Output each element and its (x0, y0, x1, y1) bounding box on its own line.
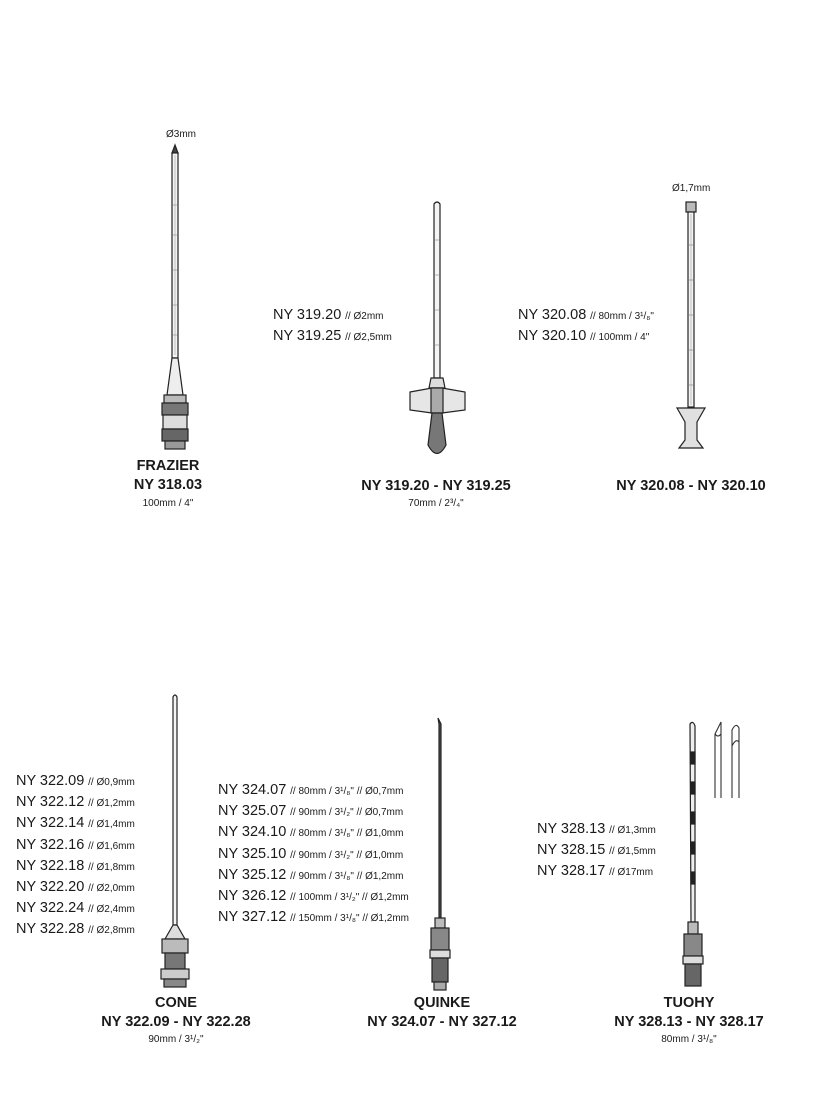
tuohy-name: TUOHY (663, 995, 715, 1011)
spec-detail: // Ø2,0mm (88, 883, 135, 895)
spec-code: NY 325.07 (218, 803, 287, 820)
spec-row (537, 861, 656, 882)
spec-row (537, 840, 656, 861)
spec-code: NY 328.13 (537, 821, 606, 837)
spec-row (218, 822, 409, 843)
spec-row (518, 305, 654, 326)
spec-code: NY 325.10 (218, 845, 287, 862)
tuohy-code: NY 328.13 - NY 328.17 (614, 1014, 764, 1030)
spec-detail: // 80mm / 3¹/₈" // Ø0,7mm (290, 786, 404, 797)
spec-detail: // 90mm / 3¹/₂" // Ø0,7mm (290, 807, 404, 819)
ny319-code: NY 319.20 - NY 319.25 (361, 478, 511, 494)
spec-detail: // Ø1,2mm (88, 798, 135, 810)
spec-row (16, 792, 135, 813)
spec-row (16, 771, 135, 792)
spec-code: NY 326.12 (218, 888, 287, 905)
tuohy-size: 80mm / 3¹/₈" (661, 1034, 717, 1045)
spec-code: NY 319.20 (273, 307, 342, 323)
spec-code: NY 322.12 (16, 794, 85, 811)
spec-row (16, 856, 135, 877)
spec-row (218, 780, 409, 801)
quinke-name: QUINKE (413, 995, 471, 1011)
tuohy-spec-list (537, 819, 656, 883)
spec-code: NY 322.16 (16, 836, 85, 853)
spec-row (16, 835, 135, 856)
spec-row (518, 326, 654, 347)
spec-detail: // Ø17mm (609, 867, 654, 879)
spec-code: NY 327.12 (218, 909, 287, 926)
cone-spec-list (16, 771, 135, 941)
ny319-size: 70mm / 2³/₄" (408, 498, 464, 509)
spec-detail: // Ø1,3mm (609, 825, 656, 836)
spec-code: NY 324.07 (218, 782, 287, 798)
spec-row (16, 813, 135, 834)
spec-code: NY 320.10 (518, 328, 587, 345)
spec-code: NY 322.24 (16, 900, 85, 917)
ny319-spec-list (273, 305, 392, 347)
spec-code: NY 320.08 (518, 307, 587, 323)
frazier-suction-tube-illustration (150, 145, 200, 460)
spec-detail: // 100mm / 4" (590, 332, 650, 344)
spec-detail: // Ø1,5mm (609, 846, 656, 858)
frazier-code: NY 318.03 (133, 477, 203, 493)
spec-code: NY 322.20 (16, 879, 85, 896)
spec-row (218, 801, 409, 822)
spec-detail: // Ø2,5mm (345, 332, 392, 344)
quinke-code: NY 324.07 - NY 327.12 (367, 1014, 517, 1030)
spec-row (273, 326, 392, 347)
spec-code: NY 319.25 (273, 328, 342, 345)
spec-detail: // 150mm / 3¹/₈" // Ø1,2mm (290, 913, 409, 925)
spec-detail: // Ø2mm (345, 311, 384, 322)
tuohy-tip-detail-illustration (710, 720, 745, 800)
cone-code: NY 322.09 - NY 322.28 (101, 1014, 251, 1030)
ny320-tip-label: Ø1,7mm (672, 183, 711, 194)
spec-code: NY 322.14 (16, 815, 85, 832)
spec-code: NY 325.12 (218, 866, 287, 883)
spec-row (218, 886, 409, 907)
spec-detail: // 100mm / 3¹/₂" // Ø1,2mm (290, 892, 409, 904)
frazier-name: FRAZIER (136, 458, 200, 474)
spec-row (218, 907, 409, 928)
ny320-code: NY 320.08 - NY 320.10 (616, 478, 766, 494)
quinke-spec-list (218, 780, 409, 928)
spec-code: NY 322.09 (16, 773, 85, 789)
spec-code: NY 322.18 (16, 857, 85, 874)
ny320-spec-list (518, 305, 654, 347)
cone-size: 90mm / 3¹/₂" (148, 1034, 204, 1045)
spec-row (537, 819, 656, 840)
quinke-needle-illustration (422, 718, 458, 993)
spec-row (16, 877, 135, 898)
spec-detail: // Ø1,4mm (88, 819, 135, 831)
ny320-cannula-illustration (670, 200, 715, 455)
tuohy-needle-illustration (678, 722, 708, 994)
spec-detail: // Ø1,6mm (88, 840, 135, 852)
ny319-cannula-illustration (405, 200, 475, 465)
spec-detail: // 80mm / 3¹/₈" // Ø1,0mm (290, 828, 404, 840)
spec-row (273, 305, 392, 326)
spec-detail: // 80mm / 3¹/₈" (590, 311, 654, 322)
spec-detail: // Ø0,9mm (88, 777, 135, 788)
spec-code: NY 328.17 (537, 863, 606, 880)
spec-detail: // 90mm / 3¹/₂" // Ø1,0mm (290, 849, 404, 861)
frazier-tip-label: Ø3mm (166, 129, 196, 140)
spec-detail: // 90mm / 3¹/₈" // Ø1,2mm (290, 870, 404, 882)
spec-detail: // Ø1,8mm (88, 861, 135, 873)
spec-detail: // Ø2,8mm (88, 925, 135, 937)
cone-needle-illustration (150, 695, 200, 993)
spec-code: NY 328.15 (537, 842, 606, 859)
spec-row (218, 844, 409, 865)
frazier-size: 100mm / 4" (142, 498, 194, 509)
spec-row (16, 898, 135, 919)
spec-code: NY 324.10 (218, 824, 287, 841)
cone-name: CONE (155, 995, 197, 1011)
spec-detail: // Ø2,4mm (88, 904, 135, 916)
spec-code: NY 322.28 (16, 921, 85, 938)
spec-row (16, 919, 135, 940)
spec-row (218, 865, 409, 886)
